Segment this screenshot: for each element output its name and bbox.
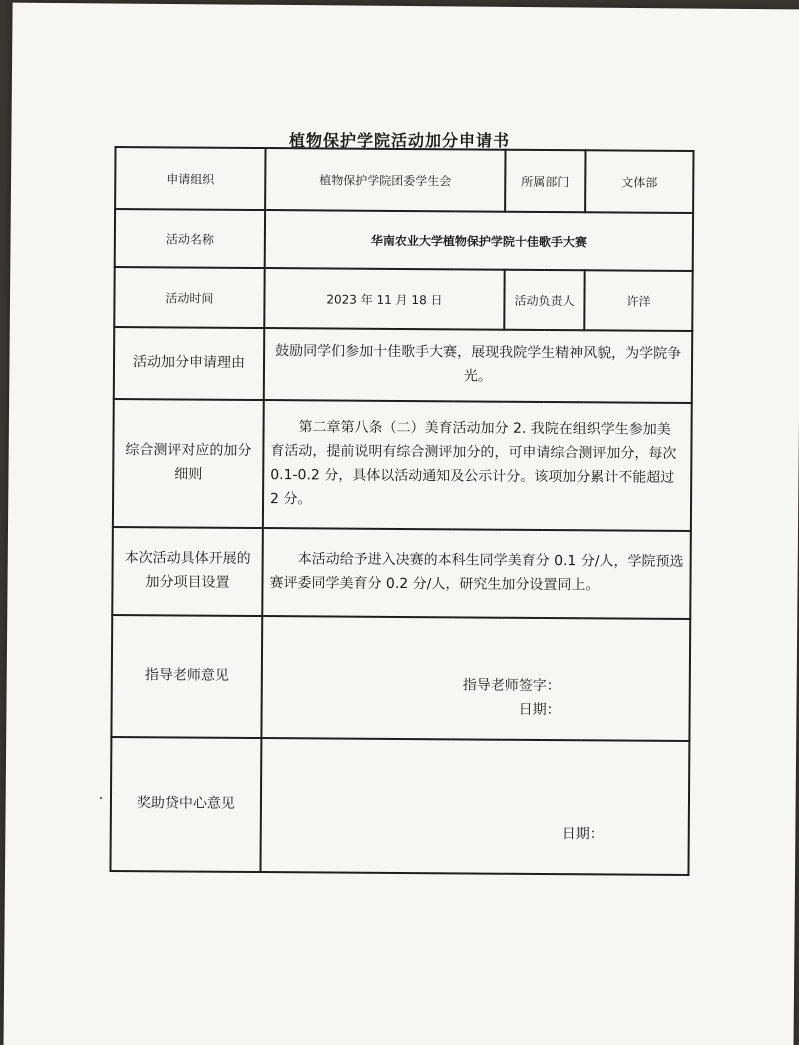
activity-name-value: 华南农业大学植物保护学院十佳歌手大赛 bbox=[265, 210, 693, 271]
teacher-sign-label: 指导老师签字： bbox=[462, 677, 561, 695]
teacher-date-label: 日期： bbox=[518, 701, 561, 719]
applicant-org-label: 申请组织 bbox=[115, 147, 265, 210]
row-center-opinion bbox=[110, 737, 689, 875]
reason-label: 活动加分申请理由 bbox=[114, 327, 264, 400]
activity-name-label: 活动名称 bbox=[115, 209, 265, 268]
responsible-value: 许洋 bbox=[584, 270, 692, 331]
responsible-label: 活动负责人 bbox=[504, 270, 584, 331]
center-opinion-cell bbox=[260, 738, 689, 875]
row-activity-time bbox=[114, 267, 692, 331]
rule-value: 第二章第八条（二）美育活动加分 2. 我院在组织学生参加美育活动，提前说明有综合测评加分的，可申请综合测评加分，每次 0.1-0.2 分，具体以活动通知及公示计分。该项加分累计不能超过 2 分。 bbox=[263, 400, 692, 531]
row-reason bbox=[114, 327, 693, 403]
items-label: 本次活动具体开展的加分项目设置 bbox=[112, 527, 263, 616]
activity-time-label: 活动时间 bbox=[114, 267, 264, 328]
teacher-opinion-cell bbox=[261, 616, 690, 741]
center-label: 奖助贷中心意见 bbox=[110, 737, 261, 872]
department-value: 文体部 bbox=[585, 150, 693, 213]
reason-value: 鼓励同学们参加十佳歌手大赛，展现我院学生精神风貌，为学院争光。 bbox=[264, 328, 693, 403]
paper-speck bbox=[100, 797, 102, 799]
rule-label: 综合测评对应的加分细则 bbox=[113, 399, 264, 528]
applicant-org-value: 植物保护学院团委学生会 bbox=[265, 148, 505, 212]
items-value: 本活动给予进入决赛的本科生同学美育分 0.1 分/人，学院预选赛评委同学美育分 0.2 分/人，研究生加分设置同上。 bbox=[262, 528, 691, 619]
row-applicant-org bbox=[115, 147, 693, 213]
teacher-label: 指导老师意见 bbox=[111, 615, 262, 738]
department-label: 所属部门 bbox=[505, 150, 585, 213]
activity-time-value: 2023 年 11 月 18 日 bbox=[264, 268, 504, 330]
row-items bbox=[112, 527, 691, 619]
document-title: 植物保护学院活动加分申请书 bbox=[288, 131, 510, 150]
row-activity-name bbox=[115, 209, 693, 271]
application-form-table bbox=[109, 146, 694, 876]
row-rule bbox=[113, 399, 692, 531]
center-date-label: 日期： bbox=[561, 826, 604, 843]
row-teacher-opinion bbox=[111, 615, 690, 741]
